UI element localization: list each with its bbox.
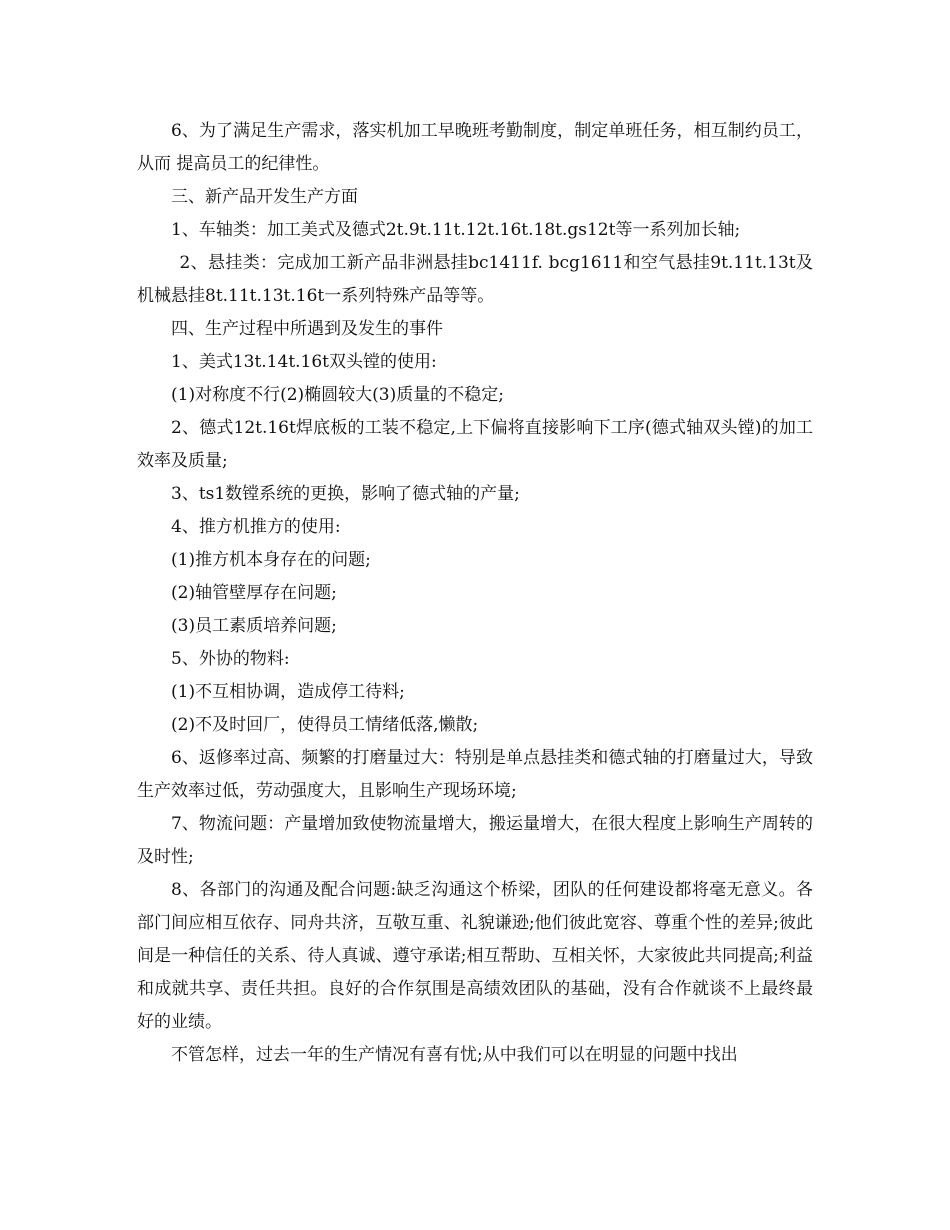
paragraph: (2)不及时回厂，使得员工情绪低落,懒散;: [171, 715, 479, 735]
paragraph: (1)不互相协调，造成停工待料;: [171, 682, 405, 702]
section-heading: 三、新产品开发生产方面: [171, 187, 358, 207]
paragraph: 2、德式12t.16t焊底板的工装不稳定,上下偏将直接影响下工序(德式轴双头镗)的加工效率及质量;: [137, 418, 813, 471]
paragraph: (2)轴管壁厚存在问题;: [171, 583, 337, 603]
paragraph: 3、ts1数镗系统的更换，影响了德式轴的产量;: [171, 484, 520, 504]
paragraph: 6、返修率过高、频繁的打磨量过大：特别是单点悬挂类和德式轴的打磨量过大，导致生产效率过低，劳动强度大，且影响生产现场环境;: [137, 748, 813, 801]
document-body: [137, 115, 813, 1072]
paragraph: 2、悬挂类：完成加工新产品非洲悬挂bc1411f. bcg1611和空气悬挂9t.11t.13t及机械悬挂8t.11t.13t.16t一系列特殊产品等等。: [137, 253, 813, 306]
paragraph: (1)对称度不行(2)椭圆较大(3)质量的不稳定;: [171, 385, 504, 405]
paragraph: 8、各部门的沟通及配合问题:缺乏沟通这个桥梁，团队的任何建设都将毫无意义。各部门间应相互依存、同舟共济，互敬互重、礼貌谦逊;他们彼此宽容、尊重个性的差异;彼此间是一种信任的关系、待人真诚、遵守承诺;相互帮助、互相关怀，大家彼此共同提高;利益和成就共享、责任共担。良好的合作氛围是高绩效团队的基础，没有合作就谈不上最终最好的业绩。: [137, 880, 813, 1032]
paragraph: 4、推方机推方的使用:: [171, 517, 341, 537]
paragraph: 1、美式13t.14t.16t双头镗的使用:: [171, 352, 437, 372]
paragraph: 5、外协的物料:: [171, 649, 290, 669]
section-heading: 四、生产过程中所遇到及发生的事件: [171, 319, 443, 339]
paragraph: (1)推方机本身存在的问题;: [171, 550, 371, 570]
paragraph: 6、为了满足生产需求，落实机加工早晚班考勤制度，制定单班任务，相互制约员工，从而 提高员工的纪律性。: [137, 121, 813, 174]
paragraph: 7、物流问题：产量增加致使物流量增大，搬运量增大，在很大程度上影响生产周转的及时性;: [137, 814, 813, 867]
paragraph: (3)员工素质培养问题;: [171, 616, 337, 636]
paragraph: 不管怎样，过去一年的生产情况有喜有忧;从中我们可以在明显的问题中找出: [171, 1045, 738, 1065]
paragraph: 1、车轴类：加工美式及德式2t.9t.11t.12t.16t.18t.gs12t等一系列加长轴;: [171, 220, 741, 240]
